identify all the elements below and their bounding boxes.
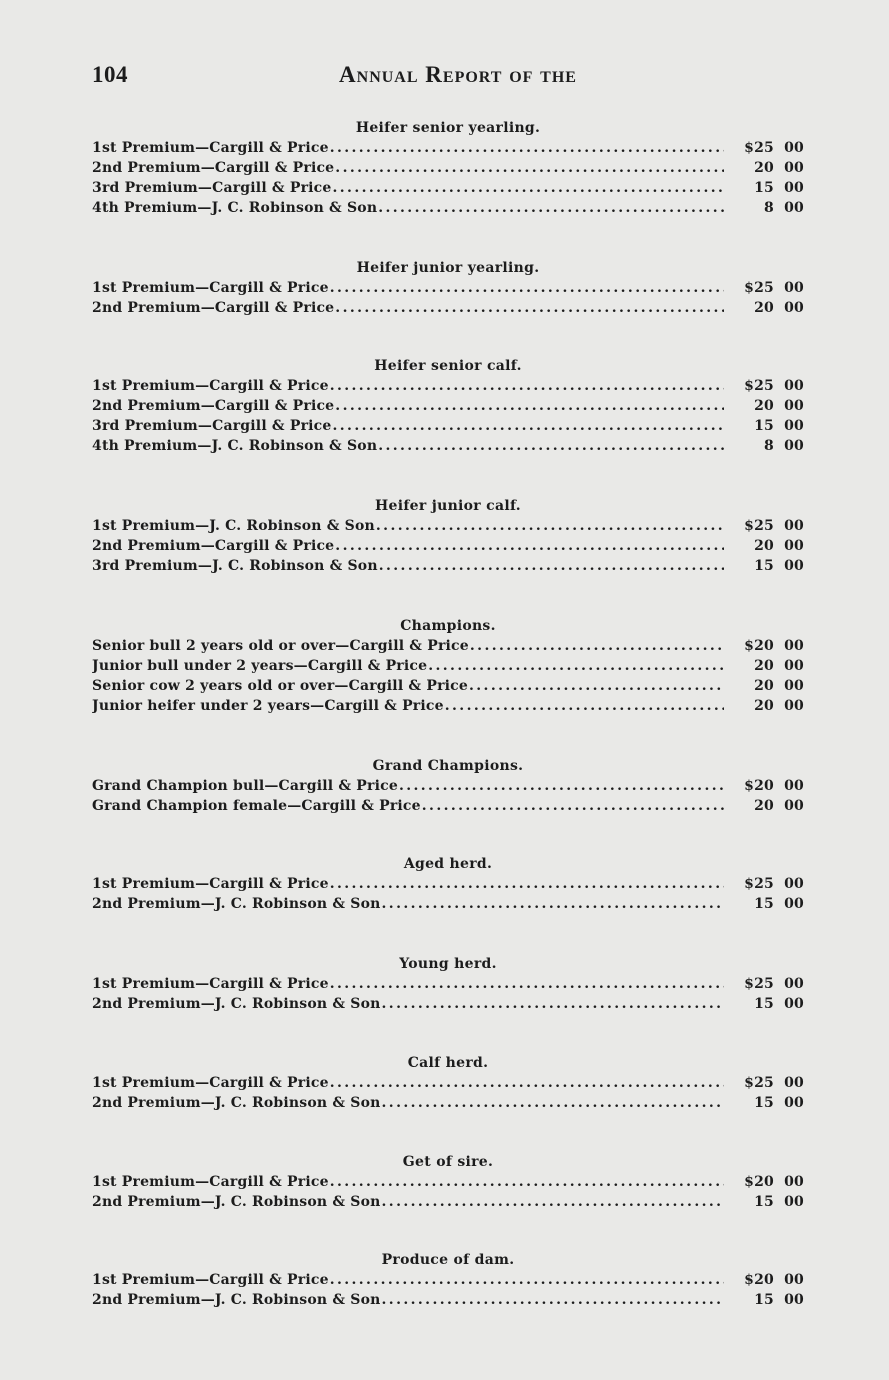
amount-dollars: 8 xyxy=(764,438,774,454)
amount-cents: 00 xyxy=(784,876,804,892)
premium-section xyxy=(92,1152,804,1212)
premium-entry xyxy=(92,376,804,396)
section-heading: Grand Champions. xyxy=(372,758,524,774)
amount xyxy=(728,198,804,218)
amount xyxy=(728,178,804,198)
premium-entry xyxy=(92,138,804,158)
dot-leader xyxy=(382,1093,724,1113)
amount xyxy=(728,696,804,716)
dot-leader xyxy=(382,1192,724,1212)
amount-cents: 00 xyxy=(784,538,804,554)
premium-section xyxy=(92,118,804,218)
entry-label: 4th Premium—J. C. Robinson & Son xyxy=(92,438,378,454)
amount-dollars: 15 xyxy=(754,996,774,1012)
premium-entry xyxy=(92,1073,804,1093)
amount xyxy=(728,516,804,536)
dot-leader xyxy=(330,278,724,298)
amount xyxy=(728,776,804,796)
premium-entry xyxy=(92,396,804,416)
amount-cents: 00 xyxy=(784,996,804,1012)
amount-dollars: $20 xyxy=(744,778,774,794)
dot-leader xyxy=(445,696,724,716)
amount xyxy=(728,656,804,676)
premium-section xyxy=(92,854,804,914)
premium-section xyxy=(92,1053,804,1113)
entry-label: 2nd Premium—Cargill & Price xyxy=(92,300,335,316)
entry-label: 2nd Premium—Cargill & Price xyxy=(92,538,335,554)
section-heading: Heifer senior yearling. xyxy=(355,120,541,136)
entry-label: 1st Premium—Cargill & Price xyxy=(92,140,329,156)
dot-leader xyxy=(335,536,724,556)
premium-entry xyxy=(92,158,804,178)
entry-label: Grand Champion female—Cargill & Price xyxy=(92,798,421,814)
amount-dollars: 15 xyxy=(754,1095,774,1111)
dot-leader xyxy=(470,636,724,656)
amount xyxy=(728,158,804,178)
premium-entry xyxy=(92,436,804,456)
amount xyxy=(728,874,804,894)
premium-entry xyxy=(92,1270,804,1290)
premium-section xyxy=(92,496,804,576)
premium-section xyxy=(92,1250,804,1310)
amount-dollars: $25 xyxy=(744,518,774,534)
amount xyxy=(728,298,804,318)
dot-leader xyxy=(333,178,725,198)
amount-dollars: 20 xyxy=(754,300,774,316)
amount-dollars: 20 xyxy=(754,698,774,714)
amount-dollars: $25 xyxy=(744,140,774,156)
entry-label: 3rd Premium—Cargill & Price xyxy=(92,180,332,196)
amount xyxy=(728,1192,804,1212)
entry-label: 1st Premium—Cargill & Price xyxy=(92,378,329,394)
dot-leader xyxy=(422,796,724,816)
entry-label: Senior cow 2 years old or over—Cargill & Price xyxy=(92,678,468,694)
dot-leader xyxy=(382,1290,724,1310)
entry-label: 2nd Premium—J. C. Robinson & Son xyxy=(92,896,381,912)
entry-label: 2nd Premium—J. C. Robinson & Son xyxy=(92,1292,381,1308)
section-heading: Calf herd. xyxy=(407,1055,489,1071)
premium-section xyxy=(92,356,804,456)
amount xyxy=(728,556,804,576)
amount-dollars: $25 xyxy=(744,280,774,296)
amount xyxy=(728,138,804,158)
premium-entry xyxy=(92,874,804,894)
amount-cents: 00 xyxy=(784,200,804,216)
dot-leader xyxy=(330,138,724,158)
entry-label: 1st Premium—Cargill & Price xyxy=(92,1174,329,1190)
amount-dollars: 15 xyxy=(754,180,774,196)
premium-section xyxy=(92,954,804,1014)
premium-section xyxy=(92,258,804,318)
amount-dollars: $25 xyxy=(744,976,774,992)
amount-dollars: 20 xyxy=(754,160,774,176)
amount-dollars: $25 xyxy=(744,378,774,394)
amount-dollars: $20 xyxy=(744,1174,774,1190)
amount xyxy=(728,278,804,298)
amount-dollars: 15 xyxy=(754,896,774,912)
entry-label: 1st Premium—Cargill & Price xyxy=(92,876,329,892)
premium-entry xyxy=(92,636,804,656)
section-heading: Get of sire. xyxy=(402,1154,494,1170)
premium-entry xyxy=(92,676,804,696)
premium-entry xyxy=(92,556,804,576)
premium-entry xyxy=(92,656,804,676)
entry-label: 2nd Premium—J. C. Robinson & Son xyxy=(92,1095,381,1111)
amount-dollars: 20 xyxy=(754,398,774,414)
amount-cents: 00 xyxy=(784,1095,804,1111)
dot-leader xyxy=(333,416,725,436)
dot-leader xyxy=(382,894,724,914)
amount-cents: 00 xyxy=(784,976,804,992)
amount-dollars: 20 xyxy=(754,538,774,554)
entry-label: 4th Premium—J. C. Robinson & Son xyxy=(92,200,378,216)
section-heading: Produce of dam. xyxy=(381,1252,515,1268)
entry-label: 2nd Premium—Cargill & Price xyxy=(92,160,335,176)
amount xyxy=(728,974,804,994)
premium-entry xyxy=(92,416,804,436)
amount-dollars: $20 xyxy=(744,638,774,654)
amount-dollars: $25 xyxy=(744,1075,774,1091)
entry-label: 2nd Premium—J. C. Robinson & Son xyxy=(92,1194,381,1210)
premium-entry xyxy=(92,894,804,914)
amount-cents: 00 xyxy=(784,638,804,654)
premium-entry xyxy=(92,796,804,816)
amount-cents: 00 xyxy=(784,140,804,156)
amount xyxy=(728,1093,804,1113)
section-heading: Champions. xyxy=(400,618,496,634)
amount-cents: 00 xyxy=(784,398,804,414)
amount-cents: 00 xyxy=(784,778,804,794)
entry-label: 1st Premium—Cargill & Price xyxy=(92,1075,329,1091)
amount-cents: 00 xyxy=(784,658,804,674)
amount-dollars: $25 xyxy=(744,876,774,892)
amount xyxy=(728,676,804,696)
section-heading: Young herd. xyxy=(399,956,497,972)
amount-cents: 00 xyxy=(784,1292,804,1308)
entry-label: 3rd Premium—J. C. Robinson & Son xyxy=(92,558,378,574)
amount-dollars: 15 xyxy=(754,1292,774,1308)
dot-leader xyxy=(379,556,724,576)
dot-leader xyxy=(335,158,724,178)
section-heading: Heifer senior calf. xyxy=(374,358,522,374)
dot-leader xyxy=(335,396,724,416)
amount xyxy=(728,536,804,556)
premium-entry xyxy=(92,198,804,218)
amount-cents: 00 xyxy=(784,160,804,176)
amount-dollars: 15 xyxy=(754,558,774,574)
amount-cents: 00 xyxy=(784,896,804,912)
dot-leader xyxy=(330,1073,724,1093)
entry-label: 1st Premium—Cargill & Price xyxy=(92,1272,329,1288)
premium-entry xyxy=(92,994,804,1014)
entry-label: Junior heifer under 2 years—Cargill & Price xyxy=(92,698,444,714)
entry-label: Senior bull 2 years old or over—Cargill & Price xyxy=(92,638,469,654)
premium-entry xyxy=(92,1192,804,1212)
amount-cents: 00 xyxy=(784,378,804,394)
amount-cents: 00 xyxy=(784,558,804,574)
dot-leader xyxy=(330,874,724,894)
premium-entry xyxy=(92,974,804,994)
amount xyxy=(728,1290,804,1310)
amount-cents: 00 xyxy=(784,300,804,316)
entry-label: 1st Premium—Cargill & Price xyxy=(92,976,329,992)
page-number: 104 xyxy=(92,62,128,87)
dot-leader xyxy=(428,656,724,676)
premium-entry xyxy=(92,298,804,318)
dot-leader xyxy=(399,776,724,796)
entry-label: Grand Champion bull—Cargill & Price xyxy=(92,778,398,794)
dot-leader xyxy=(378,198,724,218)
amount-cents: 00 xyxy=(784,418,804,434)
premium-entry xyxy=(92,1172,804,1192)
dot-leader xyxy=(378,436,724,456)
amount xyxy=(728,636,804,656)
amount-dollars: 8 xyxy=(764,200,774,216)
dot-leader xyxy=(330,1270,724,1290)
dot-leader xyxy=(330,376,724,396)
dot-leader xyxy=(330,1172,724,1192)
amount-cents: 00 xyxy=(784,180,804,196)
section-heading: Heifer junior calf. xyxy=(375,498,521,514)
amount xyxy=(728,994,804,1014)
amount-dollars: 15 xyxy=(754,1194,774,1210)
dot-leader xyxy=(330,974,724,994)
amount-cents: 00 xyxy=(784,798,804,814)
section-heading: Heifer junior yearling. xyxy=(356,260,540,276)
entry-label: 1st Premium—Cargill & Price xyxy=(92,280,329,296)
amount xyxy=(728,416,804,436)
amount-dollars: 20 xyxy=(754,658,774,674)
entry-label: 2nd Premium—J. C. Robinson & Son xyxy=(92,996,381,1012)
dot-leader xyxy=(469,676,724,696)
entry-label: 3rd Premium—Cargill & Price xyxy=(92,418,332,434)
premium-entry xyxy=(92,178,804,198)
entry-label: Junior bull under 2 years—Cargill & Price xyxy=(92,658,428,674)
amount-cents: 00 xyxy=(784,1174,804,1190)
page-header xyxy=(92,60,804,96)
amount-cents: 00 xyxy=(784,438,804,454)
dot-leader xyxy=(376,516,724,536)
entry-label: 1st Premium—J. C. Robinson & Son xyxy=(92,518,375,534)
amount-dollars: 20 xyxy=(754,678,774,694)
amount-cents: 00 xyxy=(784,1272,804,1288)
amount xyxy=(728,1172,804,1192)
amount-cents: 00 xyxy=(784,1075,804,1091)
amount-cents: 00 xyxy=(784,1194,804,1210)
section-heading: Aged herd. xyxy=(403,856,493,872)
dot-leader xyxy=(335,298,724,318)
amount-cents: 00 xyxy=(784,518,804,534)
amount-cents: 00 xyxy=(784,698,804,714)
amount xyxy=(728,396,804,416)
amount xyxy=(728,1073,804,1093)
premium-entry xyxy=(92,696,804,716)
amount-dollars: 20 xyxy=(754,798,774,814)
amount xyxy=(728,376,804,396)
amount xyxy=(728,436,804,456)
premium-section xyxy=(92,616,804,716)
premium-entry xyxy=(92,278,804,298)
amount xyxy=(728,1270,804,1290)
amount-dollars: 15 xyxy=(754,418,774,434)
premium-entry xyxy=(92,1290,804,1310)
premium-entry xyxy=(92,536,804,556)
premium-section xyxy=(92,756,804,816)
premium-entry xyxy=(92,1093,804,1113)
amount xyxy=(728,796,804,816)
amount-cents: 00 xyxy=(784,280,804,296)
premium-entry xyxy=(92,776,804,796)
amount-dollars: $20 xyxy=(744,1272,774,1288)
entry-label: 2nd Premium—Cargill & Price xyxy=(92,398,335,414)
premium-entry xyxy=(92,516,804,536)
running-title: Annual Report of the xyxy=(339,62,577,87)
dot-leader xyxy=(382,994,724,1014)
amount-cents: 00 xyxy=(784,678,804,694)
amount xyxy=(728,894,804,914)
